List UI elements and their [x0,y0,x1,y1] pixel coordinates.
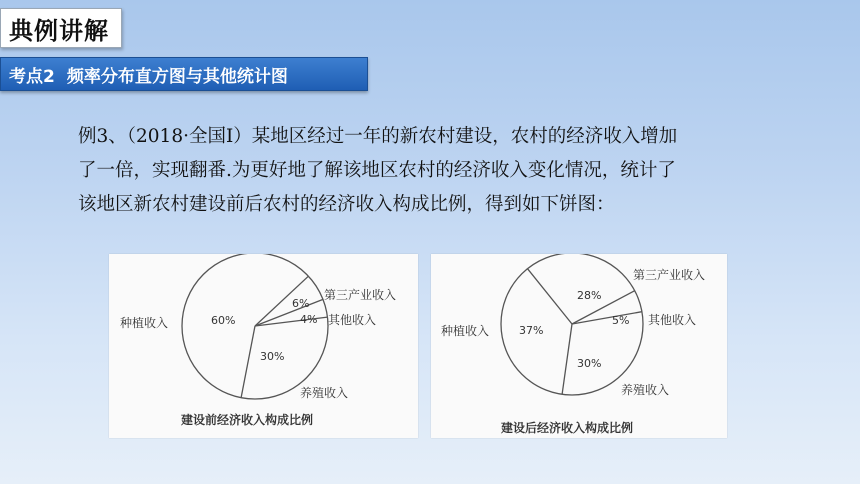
problem-line: 了一倍，实现翻番.为更好地了解该地区农村的经济收入变化情况，统计了 [78,160,676,181]
pie-chart-after [431,254,727,438]
slice-category-label: 第三产业收入 [633,268,706,282]
pie-slice-boundary [241,326,255,398]
problem-text [78,120,778,222]
pie-chart-after-svg [431,254,727,438]
slice-pct-label: 4% [300,313,318,326]
chart-title: 建设后经济收入构成比例 [501,421,634,435]
slice-category-label: 其他收入 [648,313,697,327]
slice-pct-label: 30% [577,357,602,370]
pie-radii [528,269,642,395]
pie-slice-boundary [528,269,573,324]
slice-category-label: 种植收入 [120,316,169,330]
pie-chart-before-svg [109,254,418,438]
page-title: 典例讲解 [0,8,122,48]
pie-radii [241,276,327,398]
pie-chart-before [109,254,418,438]
section-title: 频率分布直方图与其他统计图 [66,66,288,87]
slice-pct-label: 6% [292,297,310,310]
slice-category-label: 种植收入 [441,324,490,338]
slice-category-label: 第三产业收入 [324,288,397,302]
slice-pct-label: 28% [577,289,602,302]
problem-line: 例3、（2018·全国I）某地区经过一年的新农村建设，农村的经济收入增加 [78,126,678,147]
slice-pct-label: 5% [612,314,630,327]
problem-line: 该地区新农村建设前后农村的经济收入构成比例，得到如下饼图： [78,194,615,215]
section-header [0,57,368,91]
slice-category-label: 养殖收入 [300,386,349,400]
slice-category-label: 养殖收入 [621,383,670,397]
slice-category-label: 其他收入 [328,313,377,327]
slice-pct-label: 30% [260,350,285,363]
pie-slice-boundary [562,324,572,394]
slice-pct-label: 37% [519,324,544,337]
section-label: 考点2 [9,66,55,87]
slice-pct-label: 60% [211,314,236,327]
chart-title: 建设前经济收入构成比例 [181,413,314,427]
